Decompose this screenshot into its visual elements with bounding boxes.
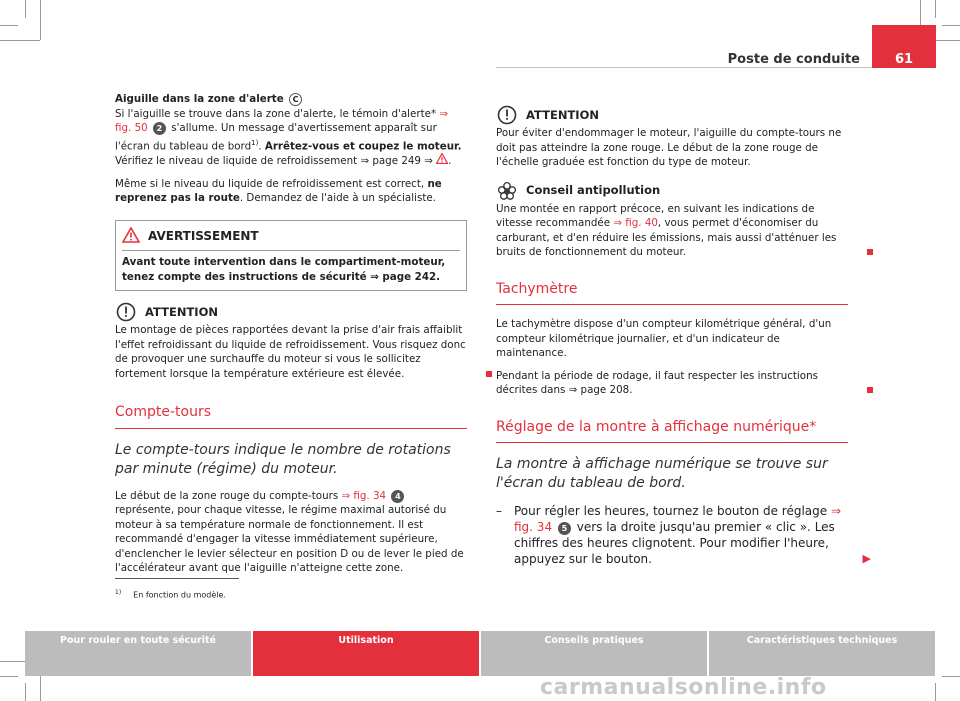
crop-mark [942,676,960,677]
crop-mark [942,25,960,26]
figure-link[interactable]: ⇒ fig. 40 [613,217,658,229]
continue-arrow-icon: ▶ [862,552,871,565]
warning-box [115,220,467,292]
section-intro: La montre à affichage numérique se trouve sur l'écran du tableau de bord. [496,456,828,491]
warning-triangle-icon [436,155,448,167]
text: Une montée en rapport précoce, en suivant les indications de vitesse recommandée [496,202,815,229]
text: , vous permet d'économiser du carburant, et d'en réduire les émissions, mais aussi d'atténuer les bruits de fonctionnement du moteur. [496,217,837,258]
text: . [258,139,265,152]
section-heading: Tachymètre [496,282,848,306]
tab-technical-specs[interactable]: Caractéristiques techniques [709,631,935,676]
paragraph-heading: Aiguille dans la zone d'alerte [115,93,284,105]
attention-header [115,301,467,323]
page-number: 61 [872,25,936,68]
flower-icon [496,180,518,202]
text: Vérifiez le niveau de liquide de refroidissement ⇒ page 249 ⇒ [115,155,437,168]
warning-header [122,221,460,252]
crop-mark [0,25,18,26]
callout-number: 2 [153,122,166,135]
crop-mark [25,683,26,701]
section-intro: Le compte-tours indique le nombre de rotations par minute (régime) du moteur. [115,441,451,477]
crop-mark [0,40,40,41]
crop-mark [0,676,18,677]
figure-link[interactable]: ⇒ fig. 50 [115,107,449,134]
callout-number: 5 [558,522,571,535]
crop-mark [935,683,936,701]
paragraph [115,92,467,169]
text: . [448,155,452,168]
text: Pour régler les heures, tournez le bouton de réglage [514,504,831,518]
tab-practical-tips[interactable]: Conseils pratiques [481,631,707,676]
chapter-tabs [25,631,935,676]
crop-mark [25,0,26,18]
attention-icon [496,104,518,126]
text: Le montage de pièces rapportées devant la prise d'air frais affaiblit l'effet refroidissant du liquide de refroidissement. Vous risquez donc de provoquer une surchauffe du moteur si vous le sollicitez fortement lorsque la température extérieure est élevée. [115,324,466,380]
attention-text: Pour éviter d'endommager le moteur, l'aiguille du compte-tours ne doit pas atteindre la zone rouge. Le début de la zone rouge de l'échelle graduée est fonction du type de moteur. [496,127,842,168]
tab-safety[interactable]: Pour rouler en toute sécurité [25,631,251,676]
attention-header [496,104,848,126]
figure-link[interactable]: ⇒ fig. 34 [341,489,387,502]
left-column [115,92,467,584]
footnote-marker: 1) [115,589,122,596]
bold-instruction: Arrêtez-vous et coupez le moteur. [264,139,462,152]
paragraph [115,177,467,206]
text: Pendant la période de rodage, il faut respecter les instructions décrites dans ⇒ page 208. [496,369,818,396]
footnote-ref[interactable]: 1) [251,138,259,147]
attention-text [115,323,467,381]
right-column [496,104,871,567]
attention-title: ATTENTION [526,107,599,122]
crop-mark [935,0,936,18]
text: vers la droite jusqu'au premier « clic ». Les chiffres des heures clignotent. Pour modifier l'heure, appuyez sur le bouton. [514,520,835,566]
crop-mark [40,0,41,40]
text: s'allume. Un message d'avertissement apparaît sur l'écran du tableau de bord [115,122,437,152]
tab-utilisation[interactable]: Utilisation [253,631,479,676]
text: Si l'aiguille se trouve dans la zone d'alerte, le témoin d'alerte* [115,107,440,120]
section-end-mark [867,249,873,255]
text: Le début de la zone rouge du compte-tours [115,489,342,502]
paragraph: Le tachymètre dispose d'un compteur kilométrique général, d'un compteur kilométrique journalier, et d'un indicateur de maintenance. [496,318,832,359]
section-end-mark [486,371,492,377]
paragraph [496,369,848,398]
paragraph [115,489,467,576]
footnote [115,589,226,600]
text: représente, pour chaque vitesse, le régime maximal autorisé du moteur à sa température normale de fonctionnement. Il est recommandé d'engager la vitesse immédiatement supérieure, d'enclencher le levier sélecteur en position D ou de lever le pied de l'accélérateur avant que l'aiguille n'atteigne cette zone. [115,504,464,575]
section-heading: Réglage de la montre à affichage numérique* [496,420,848,444]
list-item [496,503,871,567]
warning-triangle-icon [122,227,140,247]
callout-letter: C [289,93,302,106]
bold-instruction: ne reprenez pas la route [115,177,442,205]
attention-title: ATTENTION [145,305,218,320]
running-header: Poste de conduite [727,52,860,67]
figure-link[interactable]: ⇒ fig. 34 [514,504,842,534]
warning-title: AVERTISSEMENT [148,229,259,244]
callout-number: 4 [391,490,404,503]
text: Même si le niveau du liquide de refroidissement est correct, [115,177,428,190]
header-rule [496,67,936,68]
section-heading: Compte-tours [115,405,467,429]
footnote-rule [115,578,239,579]
section-end-mark [867,387,873,393]
eco-header [496,180,848,202]
footnote-text: En fonction du modèle. [133,590,226,600]
text: . Demandez de l'aide à un spécialiste. [239,192,436,205]
attention-icon [115,301,137,323]
watermark: carmanualsonline.info [540,675,827,700]
dash-bullet: – [496,504,502,518]
eco-title: Conseil antipollution [526,183,661,198]
warning-text: Avant toute intervention dans le compartiment-moteur, tenez compte des instructions de sécurité ⇒ page 242. [122,256,446,283]
eco-text [496,202,848,260]
